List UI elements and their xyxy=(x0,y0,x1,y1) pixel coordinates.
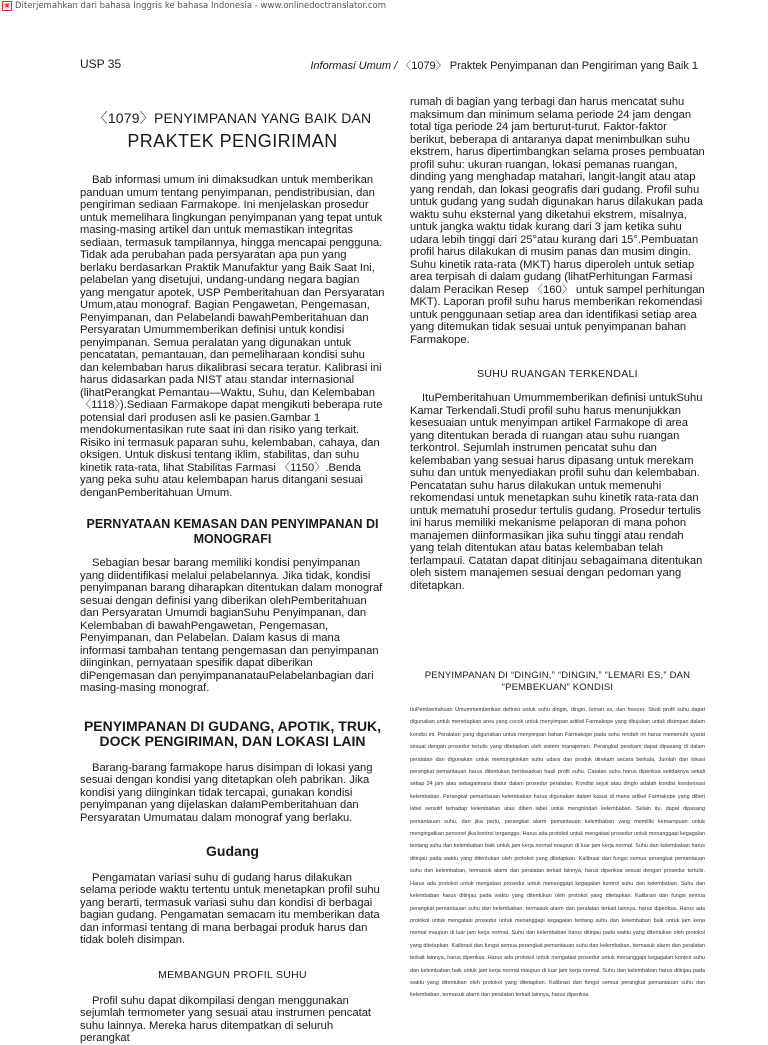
warehouse-storage-paragraph: Barang-barang farmakope harus disimpan di lokasi yang sesuai dengan kondisi yang ditetapkan oleh pabrikan. Jika kondisi yang diinginkan tidak tercapai, gunakan kondisi penyimpanan yang dijelaskan dalamPemberitahuan dan Persyaratan Umumatau dalam monograf yang berlaku. xyxy=(80,761,373,824)
banner-text: Diterjemahkan dari bahasa Inggris ke bahasa Indonesia - www.onlinedoctranslator.com xyxy=(15,0,387,11)
continued-paragraph: rumah di bagian yang terbagi dan harus mencatat suhu maksimum dan minimum selama periode 24 jam dengan total tiga periode 24 jam berturut-turut. Faktor-faktor berikut, beberapa di antaranya dapat menimbulkan suhu ekstrem, harus dipertimbangkan selama proses pembuatan profil suhu: ukuran ruangan, lokasi pemanas ruangan, dinding yang menghadap matahari, langit-langit atau atap yang rendah, dan lokasi geografis dari gudang. Profil suhu untuk gudang yang sudah digunakan harus dilakukan pada waktu suhu eksternal yang diketahui ekstrem, misalnya, untuk jangka waktu tidak kurang dari 3 jam ketika suhu udara lebih tinggi dari 25°atau kurang dari 15°.Pembuatan profil harus dilakukan di musim panas dan musim dingin. Suhu kinetik rata-rata (MKT) harus diperoleh untuk setiap area terpisah di dalam gudang (lihatPerhitungan Farmasi dalam Peracikan Resep 〈160〉 untuk sampel perhitungan MKT). Laporan profil suhu harus memberikan rekomendasi untuk penggunaan setiap area dan identifikasi setiap area yang ditemukan tidak sesuai untuk penyimpanan bahan Farmakope. xyxy=(410,96,705,346)
chapter-title-line1: 〈1079〉PENYIMPANAN YANG BAIK DAN xyxy=(93,110,372,126)
subheading-gudang: Gudang xyxy=(206,843,259,859)
section-heading-warehouse-storage: PENYIMPANAN DI GUDANG, APOTIK, TRUK, DOCK PENGIRIMAN, DAN LOKASI LAIN xyxy=(83,717,382,749)
header-section-name: Informasi Umum / xyxy=(310,60,398,72)
right-column xyxy=(410,96,705,1002)
cold-storage-heading-line1: PENYIMPANAN DI “DINGIN,” “DINGIN,” “LEMARI ES,” DAN xyxy=(424,670,691,681)
cold-storage-paragraph: ItuPemberitahuan Umummemberikan definisi untuk suhu dingin, dingin, lemari es, dan freezer. Studi profil suhu dapat digunakan untuk menetapkan area yang cocok untuk menyimpan artikel Farmakope yang ditujukan untuk disimpan dalam kondisi ini. Peralatan yang digunakan untuk menyimpan bahan Farmakope pada suhu rendah ini harus memenuhi syarat sesuai dengan prosedur tertulis yang ditetapkan oleh sistem manajemen. Perangkat perekam dapat dipasang di dalam peralatan dan digunakan untuk memungkinkan suhu udara dan produk direkam secara berkala. Jumlah dan lokasi perangkat pemantauan harus ditentukan berdasarkan hasil profil suhu. Catatan suhu harus diperiksa setidaknya sekali setiap 24 jam atau sebagaimana diatur dalam prosedur peralatan. Kondisi sejuk atau dingin adalah kondisi kondensasi kelembaban. Perangkat pemantauan kelembaban harus digunakan dalam kasus di mana artikel Farmakope yang diberi label sensitif terhadap kelembaban atau diberi label untuk menghindari kelembaban. Selain itu, dapat dipasang pemantauan suhu, dan jika perlu, perangkat alarm pemantauan kelembaban yang memiliki kemampuan untuk mengingatkan personel jika kontrol terganggu. Harus ada protokol untuk mengatasi prosedur untuk menanggapi kegagalan tentang suhu dan kelembaban baik untuk jam kerja normal maupun di luar jam kerja normal. Suhu dan kelembaban harus ditinjau pada waktu yang ditentukan oleh protokol yang ditetapkan. Kalibrasi dari fungsi semua perangkat pemantauan suhu dan kelembaban, termasuk alarm dan peralatan terkait lainnya, harus diperiksa sesuai dengan prosedur tertulis. Harus ada protokol untuk mengatasi prosedur untuk menanggapi kegagalan kontrol suhu dan kelembaban. Suhu dan kelembaban harus ditinjau pada waktu yang ditentukan oleh protokol yang ditetapkan. Kalibrasi dan fungsi semua perangkat pemantauan suhu dan kelembaban, termasuk alarm dan peralatan terkait lainnya, harus diperiksa. Harus ada protokol untuk mengatasi prosedur untuk menanggapi kegagalan tentang suhu dan kelembaban baik untuk jam kerja normal maupun di luar jam kerja normal. Suhu dan kelembaban harus ditinjau pada waktu yang ditentukan oleh protokol yang ditetapkan. Kalibrasi dan fungsi semua perangkat pemantauan suhu dan kelembaban, termasuk alarm dan peralatan terkait lainnya, harus diperiksa. Harus ada protokol untuk mengatasi prosedur untuk menanggapi kegagalan kontrol suhu dan kelembaban baik untuk jam kerja normal maupun di luar jam kerja normal. Suhu dan kelembaban harus ditinjau pada waktu yang ditentukan oleh protokol yang ditetapkan. Kalibrasi dan fungsi semua perangkat pemantauan suhu dan kelembaban, termasuk alarm dan peralatan terkait lainnya, harus diperiksa xyxy=(410,707,705,999)
translation-banner[interactable] xyxy=(0,0,386,11)
gudang-paragraph: Pengamatan variasi suhu di gudang harus dilakukan selama periode waktu tertentu untuk menetapkan profil suhu yang berarti, termasuk variasi suhu dan kondisi di berbagai bagian gudang. Pengamatan semacam itu memberikan data dan informasi tentang di mana berbagai produk harus dan tidak boleh disimpan. xyxy=(80,871,380,946)
page-header-right xyxy=(310,57,698,73)
intro-paragraph: Bab informasi umum ini dimaksudkan untuk memberikan panduan umum tentang penyimpanan, pendistribusian, dan pengiriman sediaan Farmakope. Ini menjelaskan prosedur untuk memelihara lingkungan penyimpanan yang tepat untuk masing-masing artikel dan untuk memastikan integritas sediaan, termasuk tampilannya, hingga mencapai pengguna. Tidak ada perubahan pada persyaratan apa pun yang berlaku berdasarkan Praktik Manufaktur yang Baik Saat Ini, pelabelan yang disetujui, undang-undang negara bagian yang mengatur apotek, USP Pemberitahuan dan Persyaratan Umum,atau monograf. Bagian Pengawetan, Pengemasan, Penyimpanan, dan Pelabelandi bawahPemberitahuan dan Persyaratan Umummemberikan definisi untuk kondisi penyimpanan. Semua peralatan yang digunakan untuk pencatatan, pemantauan, dan pemeliharaan kondisi suhu dan kelembaban harus dikalibrasi secara teratur. Kalibrasi ini harus didasarkan pada NIST atau standar internasional (lihatPerangkat Pemantau—Waktu, Suhu, dan Kelembaban 〈1118〉).Sediaan Farmakope dapat mengikuti beberapa rute potensial dari produsen asli ke pasien.Gambar 1 mendokumentasikan rute saat ini dan risiko yang terkait. Risiko ini termasuk paparan suhu, kelembaban, cahaya, dan oksigen. Untuk diskusi tentang iklim, stabilitas, dan suhu kinetik rata-rata, lihat Stabilitas Farmasi 〈1150〉.Benda yang peka suhu atau kelembapan harus ditangani sesuai denganPemberitahuan Umum. xyxy=(80,174,385,499)
section-heading-packaging: PERNYATAAN KEMASAN DAN PENYIMPANAN DI MONOGRAFI xyxy=(86,517,379,546)
header-chapter-title: 〈1079〉 Praktek Penyimpanan dan Pengiriman yang Baik 1 xyxy=(400,60,698,72)
page-header-left: USP 35 xyxy=(80,57,122,71)
subheading-controlled-room-temp: SUHU RUANGAN TERKENDALI xyxy=(477,368,638,380)
temperature-profile-paragraph: Profil suhu dapat dikompilasi dengan menggunakan sejumlah termometer yang sesuai atau instrumen pencatat suhu lainnya. Mereka harus ditempatkan di seluruh perangkat xyxy=(80,994,372,1044)
controlled-room-temp-paragraph: ItuPemberitahuan Umummemberikan definisi untukSuhu Kamar Terkendali.Studi profil suhu harus menunjukkan kesesuaian untuk menyimpan artikel Farmakope di area yang ditentukan berada di ruangan atau suhu ruangan terkontrol. Sejumlah instrumen pencatat suhu dan kelembaban yang sesuai harus dipasang untuk merekam suhu dan untuk menyediakan profil suhu dan kelembaban. Pencatatan suhu harus dilakukan untuk memenuhi rekomendasi untuk menetapkan suhu kinetik rata-rata dan untuk mematuhi prosedur tertulis gudang. Prosedur tertulis ini harus memiliki mekanisme pelaporan di mana pohon manajemen diinformasikan jika suhu tinggi atau rendah yang telah ditentukan atau batas kelembaban telah terlampaui. Catatan dapat ditinjau sebagaimana ditentukan oleh sistem manajemen sesuai dengan pedoman yang ditetapkan. xyxy=(410,392,703,592)
left-column xyxy=(80,106,385,1045)
subheading-temperature-profile: MEMBANGUN PROFIL SUHU xyxy=(158,968,307,981)
chapter-title-line2: PRAKTEK PENGIRIMAN xyxy=(127,131,338,151)
document-icon: ▣ xyxy=(2,1,12,11)
packaging-paragraph: Sebagian besar barang memiliki kondisi penyimpanan yang diidentifikasi melalui pelabelannya. Jika tidak, kondisi penyimpanan barang diharapkan ditentukan dalam monograf sesuai dengan definisi yang diberikan olehPemberitahuan dan Persyaratan Umumdi bagianSuhu Penyimpanan, dan Kelembaban di bawahPengawetan, Pengemasan, Penyimpanan, dan Pelabelan. Dalam kasus di mana informasi tambahan tentang pengemasan dan penyimpanan diinginkan, pernyataan spesifik dapat diberikan diPengemasan dan penyimpananatauPelabelanbagian dari masing-masing monograf. xyxy=(80,557,383,694)
cold-storage-heading-line2: “PEMBEKUAN” KONDISI xyxy=(501,682,614,693)
